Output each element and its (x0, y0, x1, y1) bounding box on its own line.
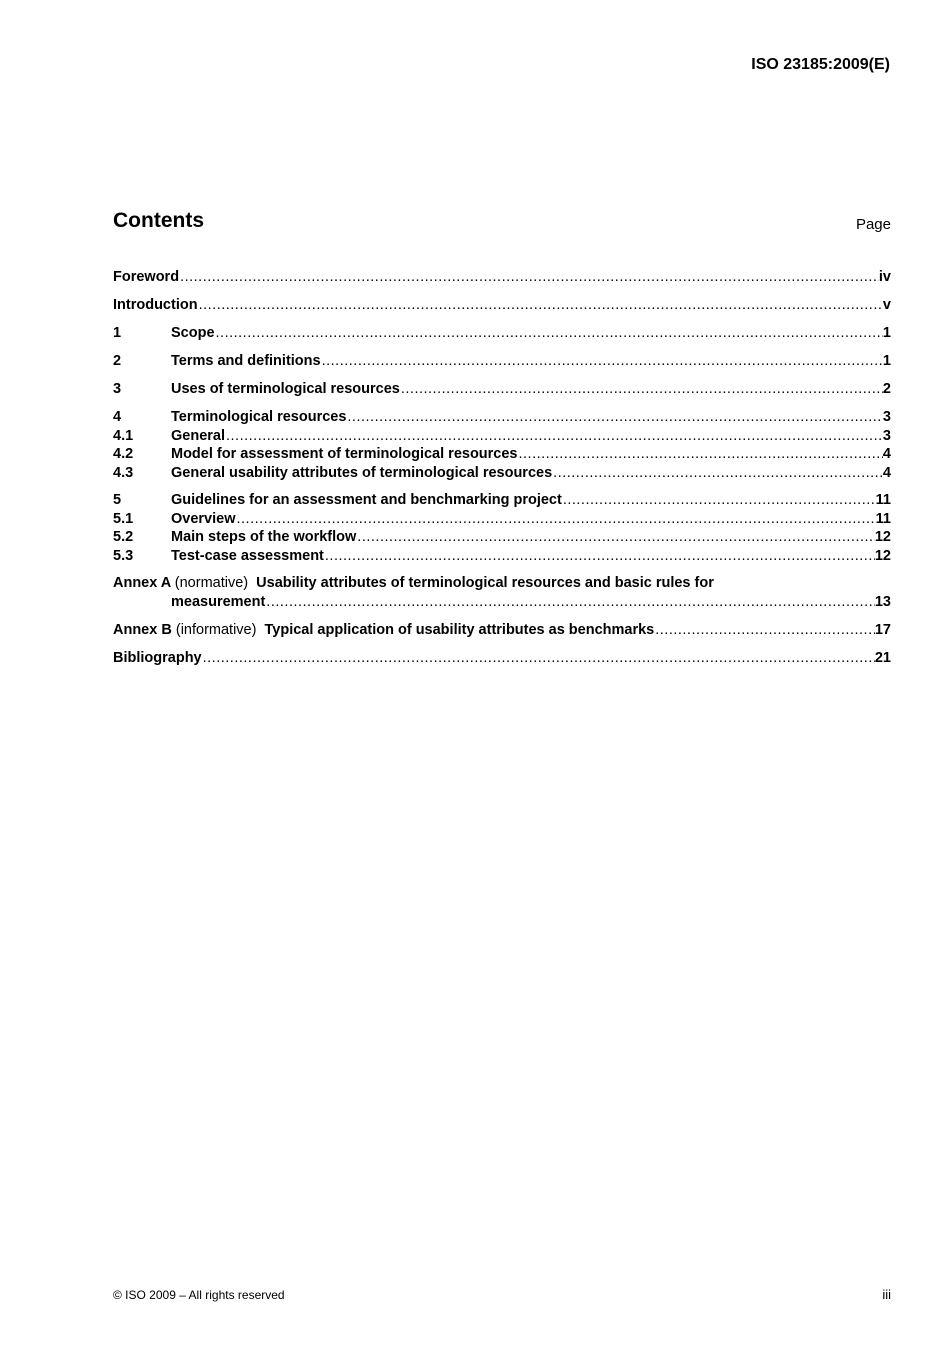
dot-leader (552, 464, 883, 483)
toc-entry-terminological-resources[interactable] (113, 408, 891, 427)
dot-leader (400, 380, 883, 399)
toc-entry-page: 4 (882, 446, 891, 462)
toc-entry-title: Foreword (113, 269, 180, 285)
toc-entry-page: 1 (882, 325, 891, 341)
toc-entry-number: 5.2 (113, 529, 134, 545)
dot-leader (265, 593, 875, 612)
page-number: iii (882, 1287, 891, 1302)
toc-entry-number: 4 (113, 409, 122, 425)
toc-entry-title: Model for assessment of terminological resources (171, 446, 518, 462)
toc-entry-number: 2 (113, 353, 122, 369)
dot-leader (321, 352, 883, 371)
toc-entry-title: General usability attributes of terminological resources (171, 464, 553, 481)
dot-leader (179, 268, 879, 287)
annex-a-title-line2: measurement (171, 594, 266, 610)
toc-entry-number: 4.1 (113, 427, 134, 444)
annex-a-title-line1: Usability attributes of terminological resources and basic rules for (256, 575, 714, 591)
annex-b-title: Typical application of usability attributes as benchmarks (264, 621, 655, 638)
toc-entry-page: 11 (875, 510, 891, 527)
table-of-contents (113, 268, 891, 677)
toc-entry-number: 5 (113, 492, 122, 508)
dot-leader (202, 649, 875, 668)
dot-leader (198, 296, 883, 315)
toc-entry-overview[interactable] (113, 510, 891, 529)
toc-entry-number: 1 (113, 325, 122, 341)
toc-entry-title: Scope (171, 325, 215, 341)
dot-leader (225, 427, 883, 446)
toc-entry-page: 1 (882, 353, 891, 369)
toc-entry-uses[interactable] (113, 380, 891, 399)
toc-entry-title: Bibliography (113, 649, 202, 666)
toc-entry-page: 11 (875, 492, 891, 508)
copyright-notice: © ISO 2009 – All rights reserved (113, 1288, 285, 1302)
toc-entry-title: Terms and definitions (171, 353, 321, 369)
toc-entry-title: Introduction (113, 297, 198, 313)
toc-entry-page: iv (878, 269, 891, 285)
toc-entry-scope[interactable] (113, 324, 891, 343)
dot-leader (236, 510, 876, 529)
toc-entry-title: Uses of terminological resources (171, 381, 400, 397)
annex-b-kind: (informative) (175, 621, 257, 638)
toc-entry-annex-b[interactable] (113, 621, 891, 640)
dot-leader (346, 408, 883, 427)
toc-entry-guidelines[interactable] (113, 491, 891, 510)
toc-entry-number: 4.2 (113, 446, 134, 462)
toc-entry-introduction[interactable] (113, 296, 891, 315)
toc-entry-page: 2 (882, 381, 891, 397)
toc-entry-number: 5.1 (113, 510, 134, 527)
dot-leader (562, 491, 876, 510)
annex-a-first-line (113, 574, 891, 593)
dot-leader (518, 445, 883, 464)
toc-entry-number: 3 (113, 381, 122, 397)
document-id: ISO 23185:2009(E) (751, 56, 890, 73)
toc-entry-page: 12 (874, 529, 891, 545)
annex-a-label: Annex A (113, 575, 171, 591)
toc-entry-page: 12 (874, 547, 891, 564)
toc-entry-model[interactable] (113, 445, 891, 464)
toc-entry-page: 3 (882, 427, 891, 444)
toc-entry-test-case[interactable] (113, 547, 891, 566)
toc-entry-terms-and-definitions[interactable] (113, 352, 891, 371)
toc-entry-page: 17 (874, 621, 891, 638)
toc-entry-number: 4.3 (113, 464, 134, 481)
dot-leader (356, 528, 875, 547)
toc-entry-annex-a[interactable] (113, 574, 891, 612)
toc-entry-page: 21 (874, 649, 891, 666)
annex-b-label: Annex B (113, 621, 172, 638)
contents-heading: Contents (113, 209, 204, 232)
page-column-label: Page (855, 216, 891, 233)
toc-entry-page: 3 (882, 409, 891, 425)
toc-entry-workflow[interactable] (113, 528, 891, 547)
toc-entry-usability-attributes[interactable] (113, 464, 891, 483)
toc-entry-bibliography[interactable] (113, 649, 891, 668)
toc-entry-title: Guidelines for an assessment and benchmarking project (171, 492, 562, 508)
dot-leader (215, 324, 883, 343)
toc-entry-page: 13 (874, 594, 891, 610)
annex-a-kind: (normative) (174, 575, 249, 591)
toc-entry-title: Terminological resources (171, 409, 347, 425)
toc-entry-title: Test-case assessment (171, 547, 324, 564)
dot-leader (324, 547, 875, 566)
toc-entry-number: 5.3 (113, 547, 134, 564)
toc-entry-foreword[interactable] (113, 268, 891, 287)
toc-entry-title: Overview (171, 510, 236, 527)
toc-entry-page: 4 (882, 464, 891, 481)
toc-entry-title: General (171, 427, 225, 444)
dot-leader (654, 621, 875, 640)
toc-entry-page: v (882, 297, 891, 313)
toc-entry-title: Main steps of the workflow (171, 529, 357, 545)
annex-a-second-line (113, 593, 891, 612)
toc-entry-general[interactable] (113, 427, 891, 446)
annex-b-heading (113, 621, 654, 640)
